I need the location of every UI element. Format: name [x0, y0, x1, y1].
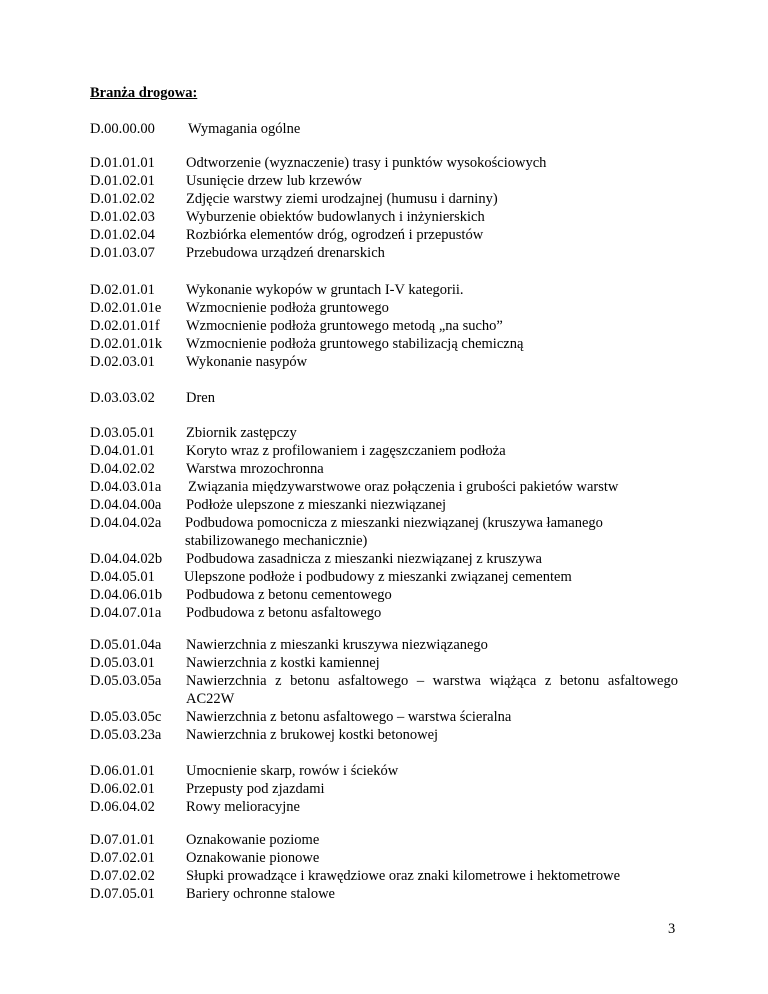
spec-description: Wymagania ogólne — [188, 121, 301, 137]
spec-code: D.03.05.01 — [90, 425, 155, 441]
spec-row — [90, 762, 690, 780]
spec-description: Podbudowa z betonu asfaltowego — [186, 605, 382, 621]
spec-row — [90, 442, 690, 460]
spec-description: Zbiornik zastępczy — [186, 425, 297, 441]
spec-row — [90, 780, 690, 798]
spec-code: D.04.03.01a — [90, 479, 162, 495]
spec-description: Podbudowa zasadnicza z mieszanki niezwiązanej z kruszywa — [186, 551, 542, 567]
spec-code: D.01.02.01 — [90, 173, 155, 189]
spec-row — [90, 460, 690, 478]
spec-code: D.04.02.02 — [90, 461, 155, 477]
spec-row — [90, 299, 690, 317]
spec-description: Podbudowa pomocnicza z mieszanki niezwiązanej (kruszywa łamanego stabilizowanego mechanicznie) — [185, 515, 603, 549]
spec-row — [90, 281, 690, 299]
spec-code: D.07.01.01 — [90, 832, 155, 848]
spec-row — [90, 708, 690, 726]
spec-row — [90, 424, 690, 442]
spec-row — [90, 867, 690, 885]
spec-row — [90, 226, 690, 244]
spec-code: D.04.04.02b — [90, 551, 163, 567]
spec-row — [90, 636, 690, 654]
spec-row — [90, 389, 690, 407]
spec-code: D.01.02.04 — [90, 227, 155, 243]
spec-description: Związania międzywarstwowe oraz połączenia i grubości pakietów warstw — [188, 479, 619, 495]
spec-row — [90, 244, 690, 262]
spec-row — [90, 335, 690, 353]
spec-group-d03-dren — [90, 389, 690, 407]
spec-description: Słupki prowadzące i krawędziowe oraz znaki kilometrowe i hektometrowe — [186, 868, 621, 884]
spec-code: D.00.00.00 — [90, 121, 155, 137]
spec-code: D.04.04.00a — [90, 497, 162, 513]
spec-row — [90, 496, 690, 514]
spec-description: Koryto wraz z profilowaniem i zagęszczaniem podłoża — [186, 443, 506, 459]
spec-description: Wykonanie nasypów — [186, 354, 308, 370]
spec-row — [90, 568, 690, 586]
spec-row — [90, 831, 690, 849]
spec-group-d01 — [90, 154, 690, 262]
spec-code: D.04.04.02a — [90, 515, 162, 531]
spec-description: Warstwa mrozochronna — [186, 461, 324, 477]
spec-description: Nawierzchnia z brukowej kostki betonowej — [186, 727, 439, 743]
section-heading: Branża drogowa: — [90, 85, 198, 101]
spec-code: D.02.01.01e — [90, 300, 162, 316]
spec-group-d06 — [90, 762, 690, 816]
spec-code: D.01.02.02 — [90, 191, 155, 207]
spec-code: D.05.03.23a — [90, 727, 162, 743]
spec-code: D.02.01.01k — [90, 336, 163, 352]
spec-row — [90, 798, 690, 816]
spec-row — [90, 672, 690, 708]
spec-group-d05 — [90, 636, 690, 744]
spec-row — [90, 208, 690, 226]
spec-code: D.05.03.05a — [90, 673, 162, 689]
spec-code: D.05.03.05c — [90, 709, 162, 725]
spec-code: D.01.01.01 — [90, 155, 155, 171]
spec-code: D.02.01.01f — [90, 318, 160, 334]
spec-row — [90, 353, 690, 371]
spec-code: D.04.01.01 — [90, 443, 155, 459]
spec-description: Podbudowa z betonu cementowego — [186, 587, 392, 603]
spec-code: D.04.07.01a — [90, 605, 162, 621]
spec-code: D.04.06.01b — [90, 587, 163, 603]
spec-row — [90, 514, 690, 550]
spec-row — [90, 654, 690, 672]
spec-description: Oznakowanie poziome — [186, 832, 320, 848]
spec-description: Zdjęcie warstwy ziemi urodzajnej (humusu i darniny) — [186, 191, 498, 207]
spec-description: Umocnienie skarp, rowów i ścieków — [186, 763, 399, 779]
spec-code: D.01.02.03 — [90, 209, 155, 225]
spec-row — [90, 190, 690, 208]
spec-code: D.03.03.02 — [90, 390, 155, 406]
spec-description: Wzmocnienie podłoża gruntowego stabilizacją chemiczną — [186, 336, 524, 352]
page-number: 3 — [668, 921, 676, 937]
spec-description: Wzmocnienie podłoża gruntowego metodą „na sucho” — [186, 318, 503, 334]
spec-row — [90, 172, 690, 190]
spec-code: D.02.01.01 — [90, 282, 155, 298]
spec-code: D.06.01.01 — [90, 763, 155, 779]
spec-description: Nawierzchnia z betonu asfaltowego – warstwa wiążąca z betonu asfaltowego AC22W — [186, 673, 678, 707]
spec-row — [90, 849, 690, 867]
spec-row — [90, 120, 690, 138]
spec-description: Nawierzchnia z kostki kamiennej — [186, 655, 380, 671]
spec-description: Dren — [186, 390, 215, 406]
spec-description: Nawierzchnia z mieszanki kruszywa niezwiązanego — [186, 637, 488, 653]
spec-description: Rowy melioracyjne — [186, 799, 300, 815]
spec-description: Rozbiórka elementów dróg, ogrodzeń i przepustów — [186, 227, 484, 243]
spec-row — [90, 317, 690, 335]
spec-group-general — [90, 120, 690, 138]
spec-description: Ulepszone podłoże i podbudowy z mieszanki związanej cementem — [184, 569, 572, 585]
spec-row — [90, 726, 690, 744]
spec-row — [90, 586, 690, 604]
spec-description: Usunięcie drzew lub krzewów — [186, 173, 362, 189]
spec-description: Wykonanie wykopów w gruntach I-V kategorii. — [186, 282, 464, 298]
spec-group-d02 — [90, 281, 690, 371]
spec-code: D.07.02.01 — [90, 850, 155, 866]
spec-code: D.06.04.02 — [90, 799, 155, 815]
spec-code: D.05.01.04a — [90, 637, 162, 653]
spec-description: Wzmocnienie podłoża gruntowego — [186, 300, 389, 316]
spec-row — [90, 604, 690, 622]
spec-description: Przebudowa urządzeń drenarskich — [186, 245, 385, 261]
spec-group-d04 — [90, 424, 690, 622]
spec-code: D.06.02.01 — [90, 781, 155, 797]
spec-description: Oznakowanie pionowe — [186, 850, 320, 866]
spec-code: D.04.05.01 — [90, 569, 155, 585]
spec-row — [90, 550, 690, 568]
spec-code: D.07.05.01 — [90, 886, 155, 902]
spec-code: D.02.03.01 — [90, 354, 155, 370]
spec-code: D.01.03.07 — [90, 245, 155, 261]
spec-row — [90, 478, 690, 496]
spec-description: Podłoże ulepszone z mieszanki niezwiązanej — [186, 497, 447, 513]
spec-row — [90, 885, 690, 903]
spec-description: Nawierzchnia z betonu asfaltowego – warstwa ścieralna — [186, 709, 512, 725]
spec-description: Bariery ochronne stalowe — [186, 886, 335, 902]
spec-description: Odtworzenie (wyznaczenie) trasy i punktów wysokościowych — [186, 155, 547, 171]
spec-description: Przepusty pod zjazdami — [186, 781, 325, 797]
spec-code: D.07.02.02 — [90, 868, 155, 884]
spec-row — [90, 154, 690, 172]
spec-description: Wyburzenie obiektów budowlanych i inżynierskich — [186, 209, 485, 225]
spec-group-d07 — [90, 831, 690, 903]
spec-code: D.05.03.01 — [90, 655, 155, 671]
